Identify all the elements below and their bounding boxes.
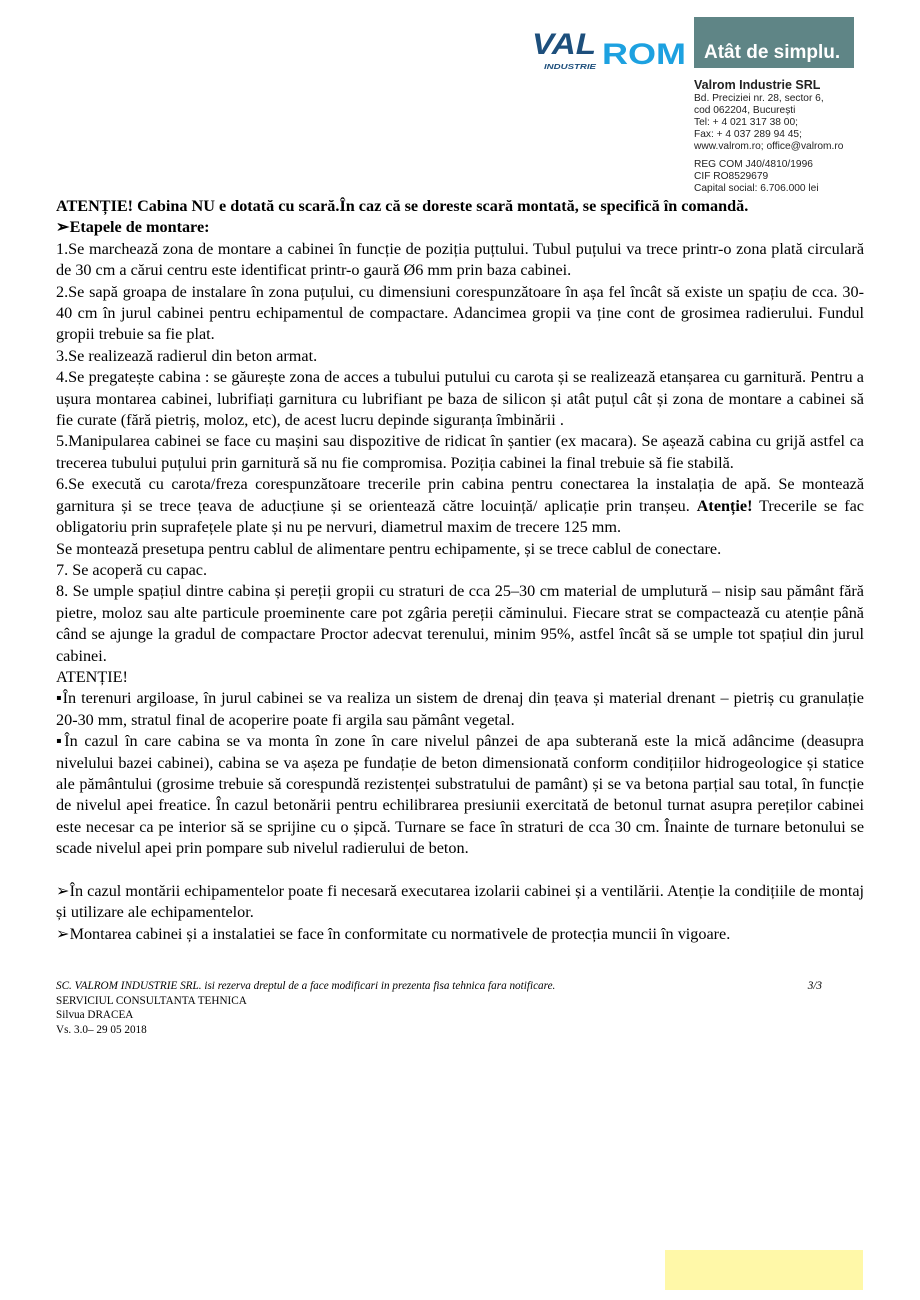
bullet-groundwater: ▪În cazul în care cabina se va monta în zone în care nivelul pânzei de apa subterană este la mică adâncime (deasupra nivelului bazei cabinei), cabina se va așeza pe fundație de beton dimensionată conform condițiilor hidrogeologice și statice ale pământului (grosime trebuie să corespundă rezistenței substratului de pamânt) și se va betona parțial sau total, în funcție de nivelul apei freatice. În cazul betonării pentru echilibrarea presiunii exercitată de betonul turnat asupra pereților cabinei este necesar ca pe interior să se sprijine cu o șipcă. Turnare se face în straturi de cca 30 cm. Înainte de turnare betonului se scade nivelul apei prin pompare sub nivelul radierului de beton. — [56, 732, 864, 858]
reg-com: REG COM J40/4810/1996 — [694, 159, 813, 170]
step-6-cable: Se montează presetupa pentru cablul de alimentare pentru echipamente, și se trece cablul de conectare. — [56, 539, 722, 558]
svg-text:INDUSTRIE: INDUSTRIE — [544, 64, 597, 71]
note-safety: ➢Montarea cabinei și a instalatiei se face în conformitate cu normativele de protecția muncii în vigoare. — [56, 924, 731, 943]
step-6 — [56, 474, 864, 538]
attention-label: ATENȚIE! — [56, 667, 128, 686]
steps-title: ➢Etapele de montare: — [56, 218, 210, 237]
web-email: www.valrom.ro; office@valrom.ro — [694, 141, 844, 152]
disclaimer: SC. VALROM INDUSTRIE SRL. isi rezerva dreptul de a face modificari in prezenta fisa tehnica fara notificare. — [56, 980, 556, 993]
step-6-attention: Atenție! — [696, 496, 753, 515]
document-body — [56, 196, 864, 945]
step-1: 1.Se marchează zona de montare a cabinei în funcție de poziția puțtului. Tubul puțului va trece printr-o zona plată circulară de 30 cm a cărui centru este identificat printr-o gaură Ø6 mm prin baza cabinei. — [56, 239, 864, 280]
sticky-note-highlight — [665, 1250, 863, 1290]
address-line: cod 062204, București — [694, 105, 796, 116]
step-3: 3.Se realizează radierul din beton armat. — [56, 346, 318, 365]
bullet-clay: ▪În terenuri argiloase, în jurul cabinei se va realiza un sistem de drenaj din țeava și material drenant – pietriș cu granulație 20-30 mm, stratul final de acoperire poate fi argila sau pământ vegetal. — [56, 689, 864, 729]
fax: Fax: + 4 037 289 94 45; — [694, 129, 802, 140]
cif: CIF RO8529679 — [694, 171, 769, 182]
company-info — [694, 78, 843, 195]
footer — [56, 979, 822, 1037]
step-6-text: 6.Se execută cu carota/freza corespunzătoare trecerile prin cabina pentru conectarea la instalația de apă. Se montează garnitura și se trece țeava de aducțiune și se orientează către locuință/ aplicație prin tranșeu. — [56, 475, 864, 515]
version: Vs. 3.0– 29 05 2018 — [56, 1023, 147, 1036]
address-line: Bd. Preciziei nr. 28, sector 6, — [694, 93, 824, 104]
department: SERVICIUL CONSULTANTA TEHNICA — [56, 994, 247, 1007]
valrom-logo — [532, 26, 686, 72]
slogan-banner: Atât de simplu. — [694, 17, 854, 68]
step-7: 7. Se acoperă cu capac. — [56, 560, 207, 579]
warning-heading: ATENȚIE! Cabina NU e dotată cu scară.În caz că se doreste scară montată, se specifică în comandă. — [56, 197, 749, 215]
note-equipment: ➢În cazul montării echipamentelor poate fi necesară executarea izolarii cabinei și a ventilării. Atenție la condițiile de montaj și utilizare ale echipamentelor. — [56, 881, 864, 922]
svg-text:VAL: VAL — [532, 28, 596, 61]
author: Silvua DRACEA — [56, 1009, 134, 1022]
svg-text:ROM: ROM — [602, 38, 686, 71]
page-number: 3/3 — [807, 980, 822, 993]
step-5: 5.Manipularea cabinei se face cu mașini sau dispozitive de ridicat în șantier (ex macara). Se așează cabina cu grijă astfel ca trecerea tubului puțului prin garnitură să nu fie compromisa. Poziția cabinei la final trebuie să fie stabilă. — [56, 432, 864, 472]
step-6-text-2: Trecerile se fac obligatoriu prin suprafețele plate și nu pe nervuri, diametrul maxim de trecere 125 mm. — [56, 496, 864, 537]
content-flow — [56, 196, 864, 1038]
step-2: 2.Se sapă groapa de instalare în zona puțului, cu dimensiuni corespunzătoare în așa fel încât să existe un spațiu de cca. 30-40 cm în jurul cabinei pentru echipamentul de compactare. Adancimea gropii va ține cont de grosimea radierului. Fundul gropii trebuie sa fie plat. — [56, 282, 864, 344]
capital: Capital social: 6.706.000 lei — [694, 183, 819, 194]
company-name: Valrom Industrie SRL — [694, 78, 821, 92]
phone: Tel: + 4 021 317 38 00; — [694, 117, 798, 128]
step-4: 4.Se pregatește cabina : se găurește zona de acces a tubului putului cu carota și se realizează etanșarea cu garnitură. Pentru a ușura montarea cabinei, lubrifiați garnitura cu lubrifiant pe baza de silicon și atât puțul cât și zona de montare a cabinei să fie curate (fără pietriș, moloz, etc), de acest lucru depinde siguranța îmbinării . — [56, 368, 864, 430]
step-8: 8. Se umple spațiul dintre cabina și pereții gropii cu straturi de cca 25–30 cm material de umplutură – nisip sau pământ fără pietre, moloz sau alte particule proeminente care pot zgâria pereții căminului. Fiecare strat se compactează cu atenție până când se ajunge la gradul de compactare Proctor adecvat terenului, minim 95%, astfel încât să se umple tot spațiul din jurul cabinei. — [56, 582, 864, 665]
